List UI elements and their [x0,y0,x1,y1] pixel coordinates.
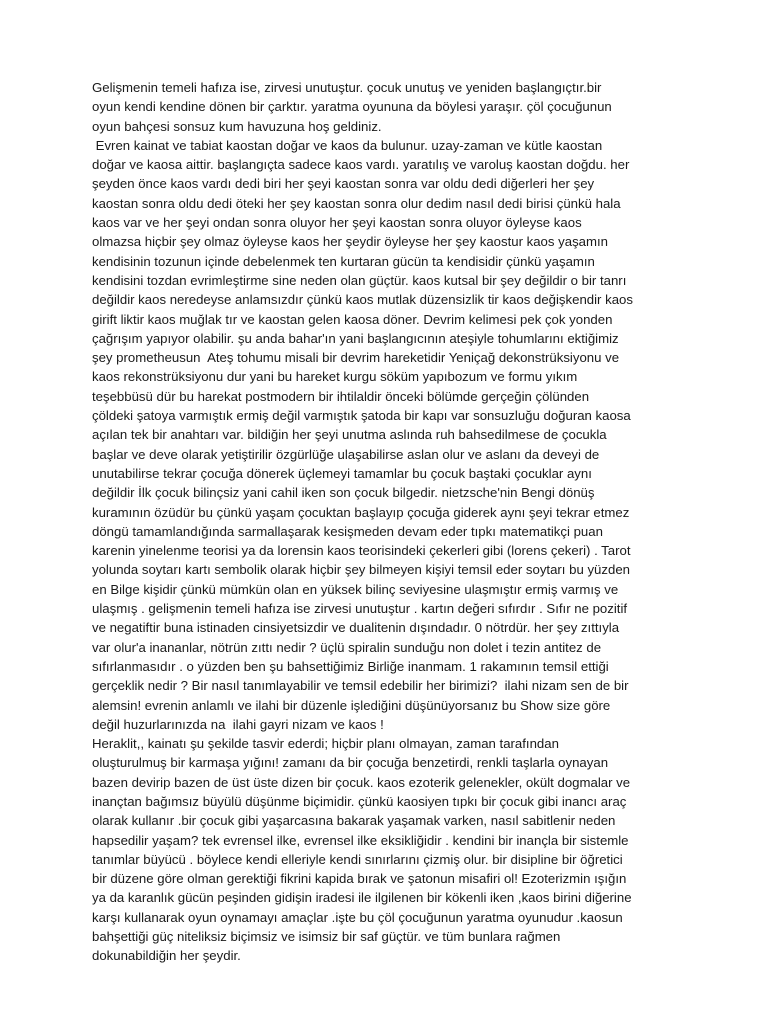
text-line: karenin yinelenme teorisi ya da lorensin kaos teorisindeki çekerleri gibi (lorens çekeri) . Tarot [92,543,631,559]
text-line: çöldeki şatoya varmıştık ermiş değil varmıştık şatoda bir kapı var sonsuzluğu doğuran kaosa [92,408,631,424]
text-line: kaostan sonra oldu dedi öteki her şey kaostan sonra olur dedim nasıl dedi birisi çünkü hala [92,195,621,211]
document-body-text [92,78,692,966]
text-line: değildir kaos neredeyse anlamsızdır çünkü kaos mutlak düzensizlik tir kaos değişkendir kaos [92,292,633,308]
text-line: Gelişmenin temeli hafıza ise, zirvesi unutuştur. çocuk unutuş ve yeniden başlangıçtır.bir [92,80,602,95]
text-line: inançtan bağımsız büyülü düşünme biçimidir. çünkü kaosiyen tıpkı bir çocuk gibi inancı araç [92,793,627,809]
text-line: ya da karanlık gücün peşinden gidişin iradesi ile ilgilenen bir kökenli iken ,kaos birini diğerine [92,890,632,906]
text-line: Evren kainat ve tabiat kaostan doğar ve kaos da bulunur. uzay-zaman ve kütle kaostan [92,137,603,153]
text-line: oyun bahçesi sonsuz kum havuzuna hoş geldiniz. [92,118,382,134]
text-line: bahşettiği güç niteliksiz biçimsiz ve isimsiz bir saf güçtür. ve tüm bunlara rağmen [92,929,561,945]
text-line: sıfırlanmasıdır . o yüzden ben şu bahsettiğimiz Birliğe inanmam. 1 rakamının temsil ettiği [92,658,609,674]
text-line: şeyden önce kaos vardı dedi biri her şeyi kaostan sonra var oldu dedi diğerleri her şey [92,176,595,192]
text-line: kaos rekonstrüksiyonu dur yani bu hareket kurgu söküm yapıbozum ve formu yıkım [92,369,578,385]
text-line: Heraklit,, kainatı şu şekilde tasvir ederdi; hiçbir planı olmayan, zaman tarafından [92,736,559,752]
text-line: alemsin! evrenin anlamlı ve ilahi bir düzenle işlediğini düşünüyorsanız bu Show size göre [92,697,611,713]
text-line: en Bilge kişidir çünkü mümkün olan en yüksek bilinç seviyesine ulaşmıştır ermiş varmış ve [92,581,619,597]
text-line: girift liktir kaos muğlak tır ve kaostan gelen kaosa döner. Devrim kelimesi pek çok yonden [92,311,613,327]
text-line: dokunabildiğin her şeydir. [92,948,241,964]
text-line: yolunda soytarı kartı sembolik olarak hiçbir şey bilmeyen kişiyi temsil eder soytarı bu yüzden [92,562,630,578]
text-line: oluşturulmuş bir karmaşa yığını! zamanı da bir çocuğa benzetirdi, renkli taşlarla oynayan [92,755,609,771]
text-line: ve negatiftir buna istinaden cinsiyetsizdir ve dualitenin dışındadır. 0 nötrdür. her şey zıttıyla [92,620,620,636]
text-line: döngü tamamlandığında sarmallaşarak kesişmeden devam eder tıpkı matematikçi puan [92,523,603,539]
text-line: ulaşmış . gelişmenin temeli hafıza ise zirvesi unutuştur . kartın değeri sıfırdır . Sıfır ne pozitif [92,601,628,617]
text-line: bazen devirip bazen de üst üste dizen bir çocuk. kaos ezoterik gelenekler, okült dogmalar ve [92,774,631,790]
text-line: açılan tek bir anahtarı var. bildiğin her şeyi unutma aslında ruh bahsedilmese de çocukla [92,427,607,443]
text-line: değildir İlk çocuk bilinçsiz yani cahil iken son çocuk bilgedir. nietzsche'nin Bengi dönüş [92,485,595,501]
text-line: olmazsa hiçbir şey olmaz öyleyse kaos her şeydir öyleyse her şey kaostur kaos yaşamın [92,234,608,250]
text-line: oyun kendi kendine dönen bir çarktır. yaratma oyununa da böylesi yaraşır. çöl çocuğunun [92,99,612,115]
text-line: başlar ve deve olarak yetiştirilir özgürlüğe ulaşabilirse aslan olur ve aslanı da deveyi de [92,446,600,462]
text-line: teşebbüsü dür bu harekat postmodern bir ihtilaldir önceki bölümde gerçeğin çölünden [92,388,590,404]
text-line: karşı kullanarak oyun oynamayı amaçlar .işte bu çöl çocuğunun yaratma oyunudur .kaosun [92,909,623,925]
text-line: kendisinin tozunun içinde debelenmek ten kurtaran gücün ta kendisidir çünkü yaşamın [92,253,595,269]
text-line: şey prometheusun Ateş tohumu misali bir devrim hareketidir Yeniçağ dekonstrüksiyonu ve [92,350,620,366]
text-line: kendisini tozdan evrimleştirme sine neden olan güçtür. kaos kutsal bir şey değildir o bir tanrı [92,272,627,288]
text-line: unutabilirse tekrar çocuğa dönerek üçlemeyi tamamlar bu çocuk baştaki çocuklar aynı [92,465,592,481]
text-line: kuramının özüdür bu çünkü yaşam çocuktan başlayıp çocuğa giderek aynı şeyi tekrar etmez [92,504,630,520]
text-line: hapsedilir yaşam? tek evrensel ilke, evrensel ilke eksikliğidir . kendini bir inançla bir sistemle [92,832,629,848]
text-line: doğar ve kaosa aittir. başlangıçta sadece kaos vardı. yaratılış ve varoluş kaostan doğdu. her [92,157,630,173]
text-line: olarak kullanır .bir çocuk gibi yaşarcasına bakarak yaşamak varken, nasıl sabitlenir neden [92,813,616,829]
text-line: değil huzurlarınızda na ilahi gayri nizam ve kaos ! [92,716,384,732]
text-line: çağrışım yapıyor olabilir. şu anda bahar'ın yani başlangıcının ateşiyle tohumlarını ektiğimiz [92,330,619,346]
text-line: bir düzene göre olman gerektiği fikrini kapida bırak ve şatonun misafiri ol! Ezoterizmin ışığın [92,871,627,887]
text-line: var olur'a inananlar, nötrün zıttı nedir ? üçlü spiralin sunduğu non dolet i tezin antitez de [92,639,602,655]
text-line: tanımlar büyücü . böylece kendi elleriyle kendi sınırlarını çizmiş olur. bir disipline bir öğretici [92,851,623,867]
text-line: gerçeklik nedir ? Bir nasıl tanımlayabilir ve temsil edebilir her birimizi? ilahi nizam sen de bir [92,678,629,694]
text-line: kaos var ve her şeyi ondan sonra oluyor her şeyi kaostan sonra oluyor öyleyse kaos [92,215,582,231]
